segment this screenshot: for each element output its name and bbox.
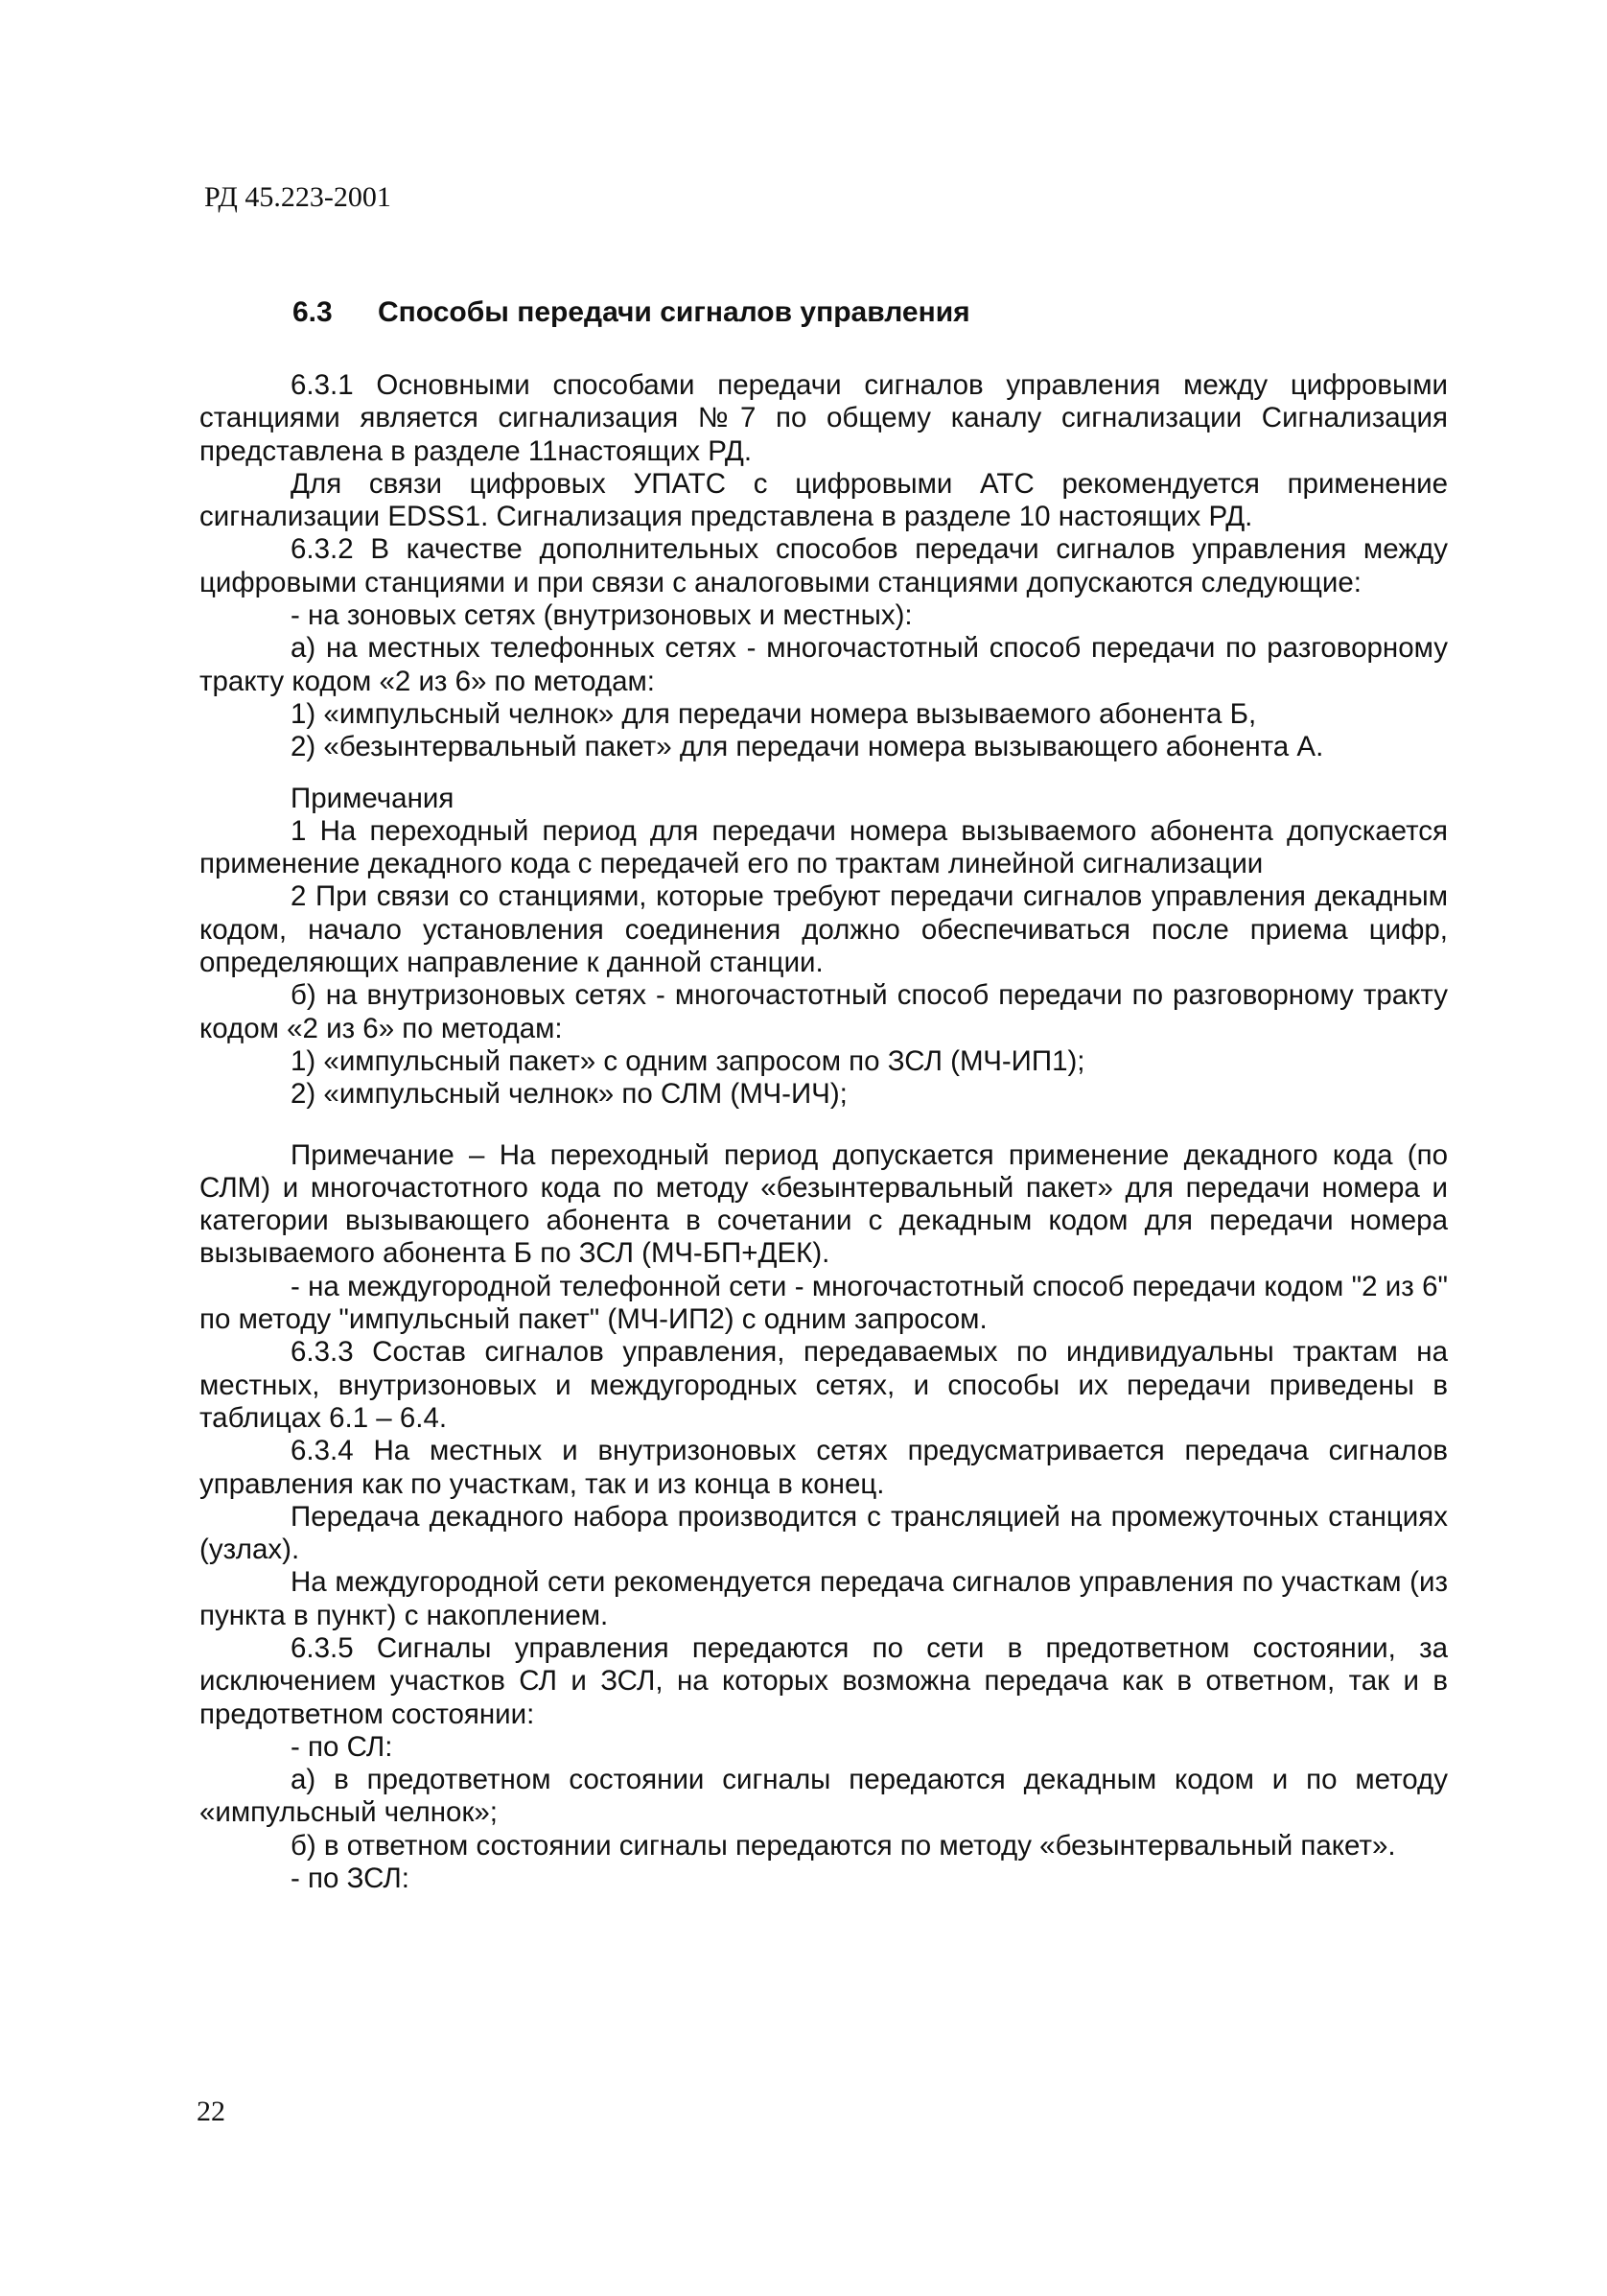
list-item-intrazonal-networks: б) на внутризоновых сетях - многочастотный способ передачи по разговорному тракту кодом «2 из 6» по методам:: [199, 979, 1448, 1044]
paragraph-edss1: Для связи цифровых УПАТС с цифровыми АТС рекомендуется применение сигнализации EDSS1. Сигнализация представлена в разделе 10 настоящих РД.: [199, 467, 1448, 533]
document-body: [199, 369, 1448, 1895]
list-item-gapless-packet: 2) «безынтервальный пакет» для передачи номера вызывающего абонента А.: [291, 731, 1324, 763]
page-number: 22: [197, 2096, 225, 2127]
list-item-pre-answer-state: а) в предответном состоянии сигналы передаются декадным кодом и по методу «импульсный челнок»;: [199, 1764, 1448, 1829]
paragraph-decade-dialing: Передача декадного набора производится с трансляцией на промежуточных станциях (узлах).: [199, 1500, 1448, 1566]
paragraph-6-3-1: 6.3.1 Основными способами передачи сигналов управления между цифровыми станциями является сигнализация №7 по общему каналу сигнализации Сигнализация представлена в разделе 11настоящих РД.: [199, 369, 1448, 467]
list-item-zonal-networks: - на зоновых сетях (внутризоновых и местных):: [291, 599, 913, 632]
paragraph-6-3-4: 6.3.4 На местных и внутризоновых сетях предусматривается передача сигналов управления как по участкам, так и из конца в конец.: [199, 1435, 1448, 1500]
paragraph-6-3-3: 6.3.3 Состав сигналов управления, передаваемых по индивидуальны трактам на местных, внутризоновых и междугородных сетях, и способы их передачи приведены в таблицах 6.1 – 6.4.: [199, 1336, 1448, 1434]
note-2: 2 При связи со станциями, которые требуют передачи сигналов управления декадным кодом, начало установления соединения должно обеспечиваться после приема цифр, определяющих направление к данной станции.: [199, 880, 1448, 979]
section-number: 6.3: [292, 296, 333, 328]
section-title-text: Способы передачи сигналов управления: [378, 296, 970, 328]
list-item-local-networks: а) на местных телефонных сетях - многочастотный способ передачи по разговорному тракту кодом «2 из 6» по методам:: [199, 632, 1448, 697]
document-code-header: РД 45.223-2001: [204, 181, 391, 213]
paragraph-6-3-2: 6.3.2 В качестве дополнительных способов передачи сигналов управления между цифровыми станциями и при связи с аналоговыми станциями допускаются следующие:: [199, 533, 1448, 598]
note-transition-period: Примечание – На переходный период допускается применение декадного кода (по СЛМ) и многочастотного кода по методу «безынтервальный пакет» для передачи номера и категории вызывающего абонента в сочетании с декадным кодом для передачи номера вызываемого абонента Б по ЗСЛ (МЧ-БП+ДЕК).: [199, 1138, 1448, 1270]
paragraph-long-distance-signals: На междугородной сети рекомендуется передача сигналов управления по участкам (из пункта в пункт) с накоплением.: [199, 1566, 1448, 1631]
section-heading: [292, 296, 970, 329]
list-item-zsl: - по ЗСЛ:: [291, 1863, 409, 1895]
list-item-long-distance-network: - на междугородной телефонной сети - многочастотный способ передачи кодом "2 из 6" по методу "импульсный пакет" (МЧ-ИП2) с одним запросом.: [199, 1270, 1448, 1336]
notes-heading: Примечания: [291, 782, 454, 814]
list-item-pulse-shuttle: 1) «импульсный челнок» для передачи номера вызываемого абонента Б,: [291, 697, 1257, 730]
list-item-pulse-packet: 1) «импульсный пакет» с одним запросом по ЗСЛ (МЧ-ИП1);: [291, 1044, 1085, 1077]
list-item-pulse-shuttle-slm: 2) «импульсный челнок» по СЛМ (МЧ-ИЧ);: [291, 1078, 848, 1111]
note-1: 1 На переходный период для передачи номера вызываемого абонента допускается применение декадного кода с передачей его по трактам линейной сигнализации: [199, 814, 1448, 880]
list-item-answer-state: б) в ответном состоянии сигналы передаются по методу «безынтервальный пакет».: [291, 1829, 1396, 1862]
list-item-sl: - по СЛ:: [291, 1730, 393, 1763]
paragraph-6-3-5: 6.3.5 Сигналы управления передаются по сети в предответном состоянии, за исключением участков СЛ и ЗСЛ, на которых возможна передача как в ответном, так и в предответном состоянии:: [199, 1631, 1448, 1730]
